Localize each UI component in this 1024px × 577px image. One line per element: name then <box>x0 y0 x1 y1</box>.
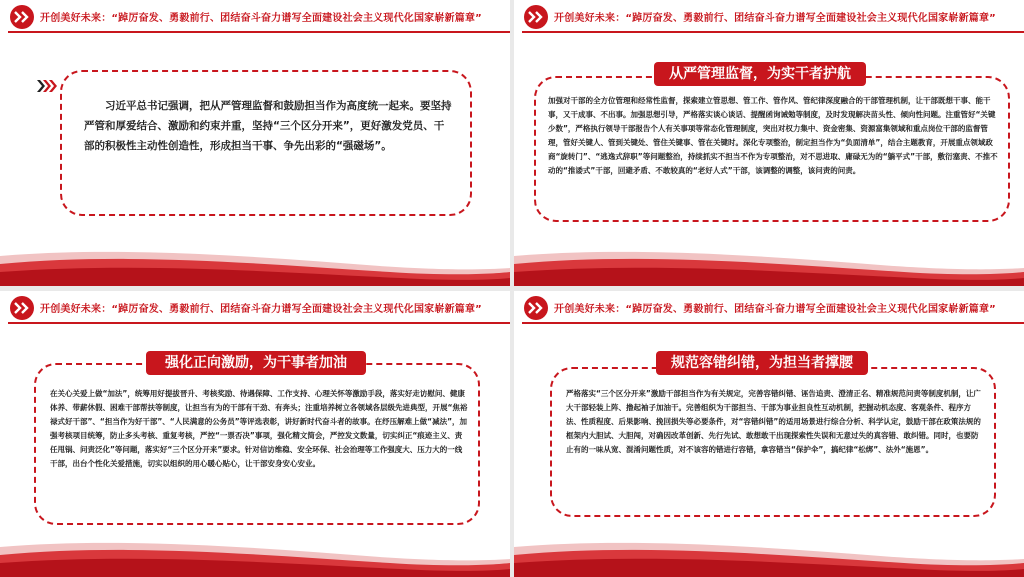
slide-header <box>0 0 510 32</box>
chevron-logo-icon <box>524 296 548 320</box>
red-wave-decoration <box>0 517 510 577</box>
slide-body-text: 严格落实“三个区分开来”激励干部担当作为有关规定，完善容错纠错、诬告追责、澄清正名、精准规范问责等制度机制，让广大干部轻装上阵、撸起袖子加油干。完善组织为干部担当、干部为事业担良性互动机制，把握动机态度、客观条件、程序方法、性质程度、后果影响、挽回损失等必要条件，对“容错纠错”的适用场景进行综合分析、科学认定，鼓励干部在政策法规的框架内大胆试、大胆闯，对确因改革创新、先行先试、敢想敢干出现探索性失误和无意过失的真容错、敢纠错。同时，也要防止有的一味从宽、混淆问题性质，对不该容的错进行容错，拿容错当“保护伞”，搞纪律“松绑”、法外“施恩”。 <box>566 389 981 454</box>
chevron-logo-icon <box>10 296 34 320</box>
content-card <box>60 70 472 216</box>
header-divider <box>522 322 1024 324</box>
slide-heading: 规范容错纠错，为担当者撑腰 <box>656 351 868 375</box>
content-card <box>34 363 480 525</box>
slide-heading: 从严管理监督，为实干者护航 <box>654 62 866 86</box>
slide-3[interactable] <box>0 291 510 577</box>
slide-header <box>514 0 1024 32</box>
chevron-logo-icon <box>524 5 548 29</box>
header-title: 开创美好未来：“踔厉奋发、勇毅前行、团结奋斗奋力谱写全面建设社会主义现代化国家崭新篇章” <box>554 13 996 24</box>
header-divider <box>8 322 510 324</box>
red-wave-decoration <box>514 517 1024 577</box>
content-card <box>534 76 1010 222</box>
red-wave-decoration <box>0 226 510 286</box>
header-title: 开创美好未来：“踔厉奋发、勇毅前行、团结奋斗奋力谱写全面建设社会主义现代化国家崭新篇章” <box>40 13 482 24</box>
slide-4[interactable] <box>514 291 1024 577</box>
slide-heading: 强化正向激励，为干事者加油 <box>146 351 366 375</box>
slide-header <box>0 291 510 323</box>
slide-header <box>514 291 1024 323</box>
slide-body-text: 习近平总书记强调，把从严管理监督和鼓励担当作为高度统一起来。要坚持严管和厚爱结合、激励和约束并重，坚持“三个区分开来”，更好激发党员、干部的积极性主动性创造性，形成担当干事、争先出彩的“强磁场”。 <box>84 100 452 152</box>
slide-2[interactable] <box>514 0 1024 286</box>
slide-1[interactable] <box>0 0 510 286</box>
triple-chevron-icon <box>36 78 58 97</box>
red-wave-decoration <box>514 226 1024 286</box>
header-divider <box>8 31 510 33</box>
header-title: 开创美好未来：“踔厉奋发、勇毅前行、团结奋斗奋力谱写全面建设社会主义现代化国家崭新篇章” <box>554 304 996 315</box>
header-divider <box>522 31 1024 33</box>
content-card <box>550 367 996 517</box>
header-title: 开创美好未来：“踔厉奋发、勇毅前行、团结奋斗奋力谱写全面建设社会主义现代化国家崭新篇章” <box>40 304 482 315</box>
slide-body-text: 在关心关爱上做“加法”，统筹用好提拔晋升、考核奖励、待遇保障、工作支持、心理关怀等激励手段，落实好走访慰问、健康体养、带薪休假、困难干部帮扶等制度，让担当有为的干部有干劲、有奔头；注重培养树立各领域各层级先进典型，开展“焦裕禄式好干部”、“担当作为好干部”、“人民满意的公务员”等评选表彰，讲好新时代奋斗者的故事。在纾压解难上做“减法”，加强考核项目统筹，防止多头考核、重复考核，严控“一票否决”事项，强化精文简会，严控发文数量，切实纠正“痕迹主义、责任甩锅、问责泛化”等问题，落实好“三个区分开来”要求。针对信访维稳、安全环保、社会治理等工作强度大、压力大的一线干部，出台个性化关爱措施，切实以组织的用心暖心贴心，让干部安身安心安业。 <box>50 389 468 468</box>
slide-body-text: 加强对干部的全方位管理和经常性监督，探索建立管思想、管工作、管作风、管纪律深度融合的干部管理机制，让干部既想干事、能干事，又干成事、不出事。加强思想引导，严格落实谈心谈话、提醒函询诫勉等制度，及时发现解决苗头性、倾向性问题。注重管好“关键少数”，严格执行领导干部报告个人有关事项等常态化管理制度，突出对权力集中、资金密集、资源富集领域和重点岗位干部的监督管理，管好关键人、管到关键处、管住关键事、管在关键时。深化专项整治，制定担当作为“负面清单”，结合主题教育，开展重点领域政商“旋转门”、“逃逸式辞职”等问题整治，持续抓实不担当不作为专项整治，对不思进取、庸碌无为的“躺平式”干部，敷衍塞责、不推不动的“推诿式”干部，回避矛盾、不敢较真的“老好人式”干部，该调整的调整，该问责的问责。 <box>548 96 998 175</box>
chevron-logo-icon <box>10 5 34 29</box>
